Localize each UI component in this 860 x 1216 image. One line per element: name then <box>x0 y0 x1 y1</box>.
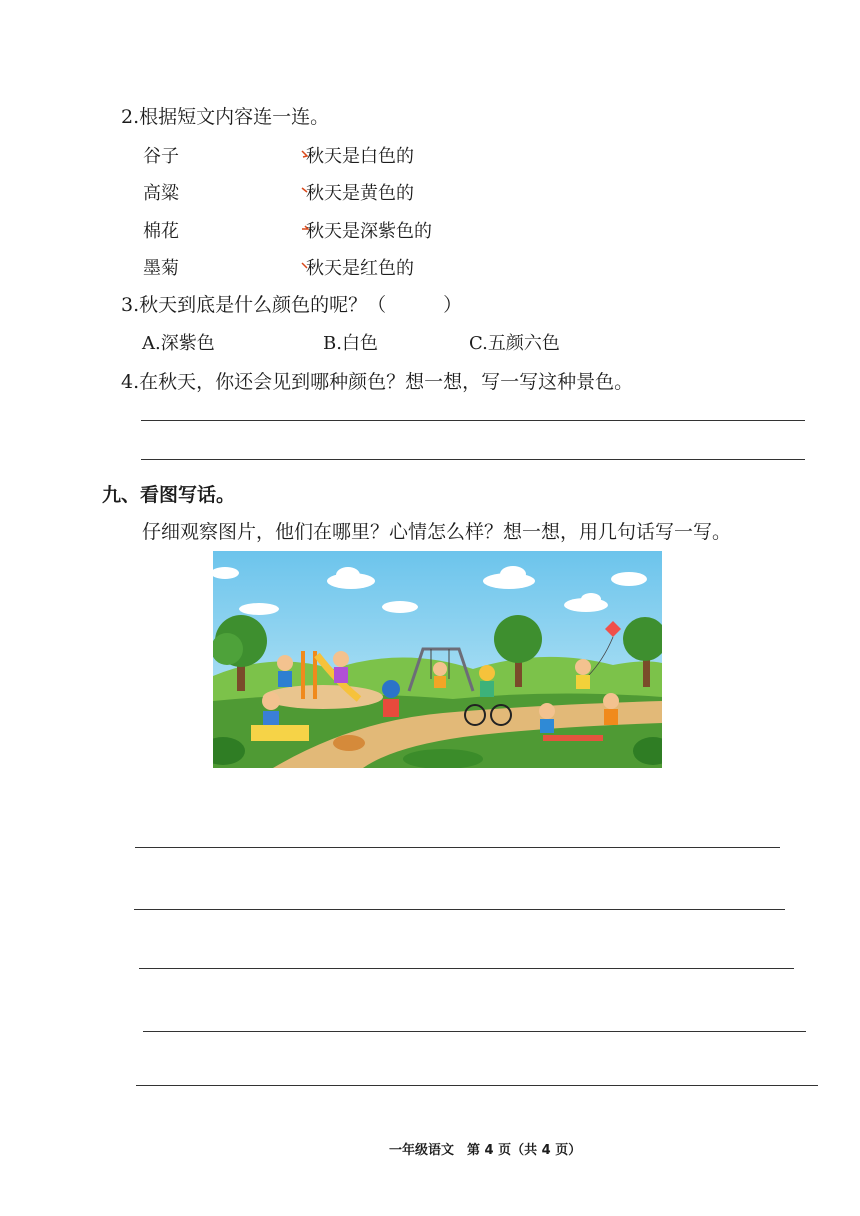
section9-title: 九、看图写话。 <box>102 484 236 506</box>
writing-line-1[interactable] <box>135 847 780 848</box>
park-scene-image <box>213 551 662 768</box>
q3-option-a[interactable]: A.深紫色 <box>142 333 215 354</box>
writing-line-5[interactable] <box>136 1085 818 1086</box>
q4-answer-line-2[interactable] <box>141 459 805 460</box>
page-footer: 一年级语文 第 4 页（共 4 页） <box>389 1143 582 1158</box>
q2-left-item-1[interactable]: 谷子 <box>143 146 179 167</box>
section9-instruction: 仔细观察图片，他们在哪里？心情怎么样？想一想，用几句话写一写。 <box>142 521 732 543</box>
q4-answer-line-1[interactable] <box>141 420 805 421</box>
q2-right-item-1[interactable]: 秋天是白色的 <box>306 146 414 167</box>
q3-option-c[interactable]: C.五颜六色 <box>469 333 560 354</box>
q3-prompt: 3.秋天到底是什么颜色的呢？（ ） <box>121 294 463 316</box>
q2-left-item-4[interactable]: 墨菊 <box>143 258 179 279</box>
q2-left-item-2[interactable]: 高粱 <box>143 183 179 204</box>
q2-right-item-4[interactable]: 秋天是红色的 <box>306 258 414 279</box>
writing-line-2[interactable] <box>134 909 785 910</box>
q2-right-item-2[interactable]: 秋天是黄色的 <box>306 183 414 204</box>
q3-option-b[interactable]: B.白色 <box>323 333 378 354</box>
writing-line-3[interactable] <box>139 968 794 969</box>
q2-left-item-3[interactable]: 棉花 <box>143 221 179 242</box>
q4-prompt: 4.在秋天，你还会见到哪种颜色？想一想，写一写这种景色。 <box>121 371 634 393</box>
q2-right-item-3[interactable]: 秋天是深紫色的 <box>306 221 432 242</box>
writing-line-4[interactable] <box>143 1031 806 1032</box>
q2-prompt: 2.根据短文内容连一连。 <box>121 106 330 128</box>
